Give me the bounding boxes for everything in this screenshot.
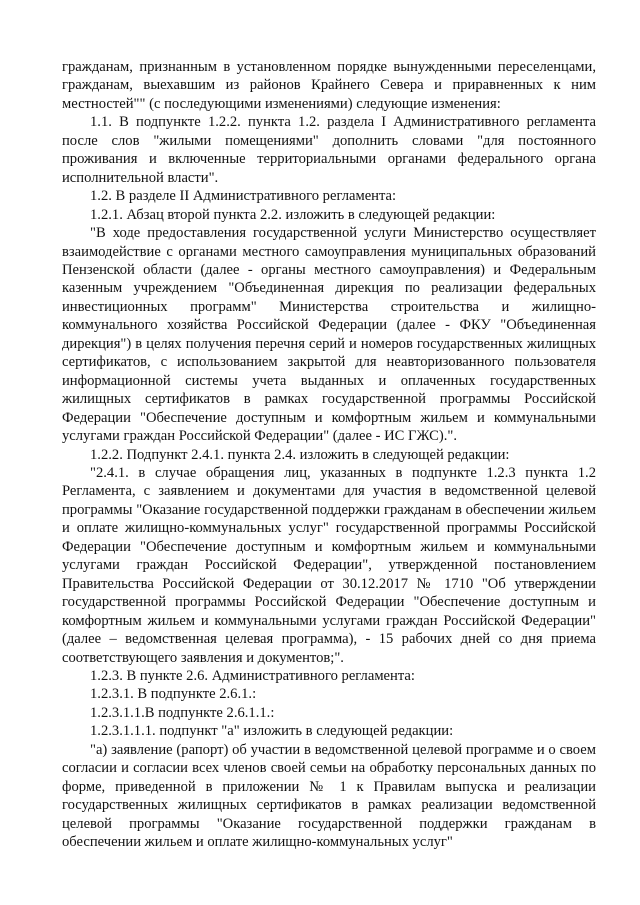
paragraph-continuation: гражданам, признанным в установленном порядке вынужденными переселенцами, гражданам, выехавшим из районов Крайнего Севера и приравненных к ним местностей"" (с последующими изменениями) следующие изменения:	[62, 59, 596, 112]
paragraph-item-1-2-3-1-1: 1.2.3.1.1.В подпункте 2.6.1.1.:	[90, 704, 275, 721]
paragraph-item-1-2-2: 1.2.2. Подпункт 2.4.1. пункта 2.4. изложить в следующей редакции:	[90, 446, 510, 463]
paragraph-quote-a: "а) заявление (рапорт) об участии в ведомственной целевой программе и о своем согласии и согласии всех членов своей семьи на обработку персональных данных по форме, приведенной в приложении № 1 к Правилам выпуска и реализации государственных жилищных сертификатов в рамках реализации ведомственной целевой программы "Оказание государственной поддержки гражданам в обеспечении жильем и оплате жилищно-коммунальных услуг"	[62, 741, 596, 851]
paragraph-item-1-2-3-1-1-1: 1.2.3.1.1.1. подпункт "а" изложить в следующей редакции:	[90, 723, 454, 740]
paragraph-quote-2-2: "В ходе предоставления государственной услуги Министерство осуществляет взаимодействие с органами местного самоуправления муниципальных образований Пензенской области (далее - органы местного самоуправления) и Федеральным казенным учреждением "Объединенная дирекция по реализации федеральных инвестиционных программ" Министерства строительства и жилищно-коммунального хозяйства Российской Федерации (далее - ФКУ "Объединенная дирекция") в целях получения перечня серий и номеров государственных жилищных сертификатов, с использованием закрытой для неавторизованного пользователя информационной системы учета выданных и оплаченных государственных жилищных сертификатов в рамках государственной программы Российской Федерации "Обеспечение доступным и комфортным жильем и коммунальными услугами граждан Российской Федерации" (далее - ИС ГЖС).".	[62, 225, 596, 445]
document-page	[62, 58, 596, 851]
paragraph-item-1-2-3: 1.2.3. В пункте 2.6. Административного регламента:	[90, 667, 415, 684]
paragraph-item-1-2-1: 1.2.1. Абзац второй пункта 2.2. изложить в следующей редакции:	[90, 206, 496, 223]
paragraph-item-1-2: 1.2. В разделе II Административного регламента:	[90, 188, 397, 205]
paragraph-quote-2-4-1: "2.4.1. в случае обращения лиц, указанных в подпункте 1.2.3 пункта 1.2 Регламента, с заявлением и документами для участия в ведомственной целевой программы "Оказание государственной поддержки гражданам в обеспечении жильем и оплате жилищно-коммунальных услуг" государственной программы Российской Федерации "Обеспечение доступным и комфортным жильем и коммунальными услугами граждан Российской Федерации", утвержденной постановлением Правительства Российской Федерации от 30.12.2017 № 1710 "Об утверждении государственной программы Российской Федерации "Обеспечение доступным и комфортным жильем и коммунальными услугами граждан Российской Федерации" (далее – ведомственная целевая программа), - 15 рабочих дней со дня приема соответствующего заявления и документов;".	[62, 464, 596, 666]
paragraph-item-1-2-3-1: 1.2.3.1. В подпункте 2.6.1.:	[90, 686, 257, 703]
paragraph-item-1-1: 1.1. В подпункте 1.2.2. пункта 1.2. раздела I Административного регламента после слов "жилыми помещениями" дополнить словами "для постоянного проживания и включенные территориальными органами федерального органа исполнительной власти".	[62, 114, 596, 186]
